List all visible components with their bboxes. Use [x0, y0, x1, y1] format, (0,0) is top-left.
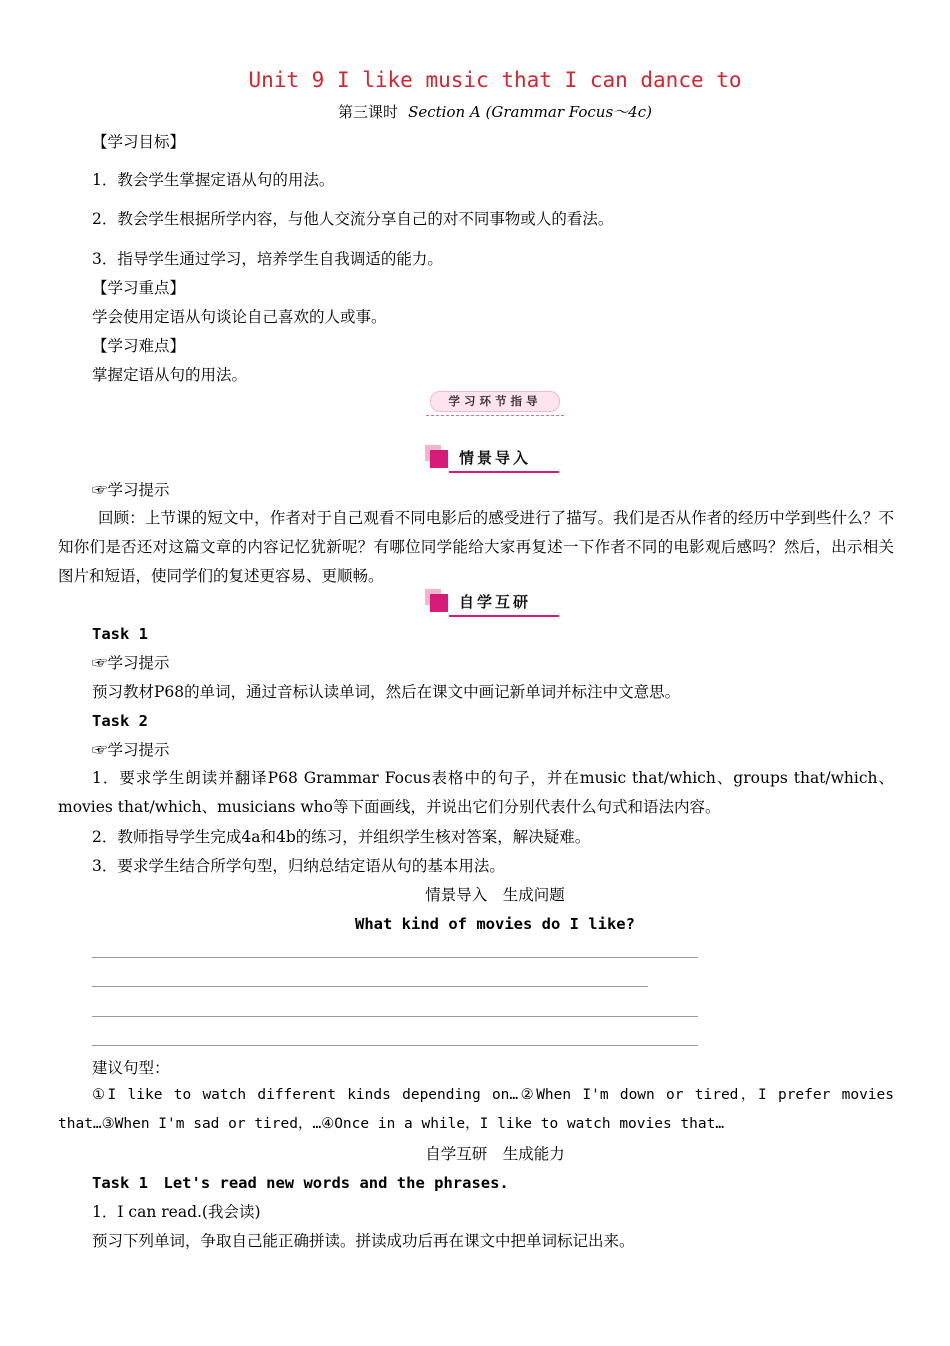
intro-text: 回顾：上节课的短文中，作者对于自己观看不同电影后的感受进行了描写。我们是否从作者的经历中学到些什么？不知你们是否还对这篇文章的内容记忆犹新呢？有哪位同学能给大家再复述一下作者不同的电影观后感吗？然后，出示相关图片和短语，使同学们的复述更容易、更顺畅。	[58, 509, 894, 585]
header-underline	[449, 471, 559, 473]
key-point-text: 学会使用定语从句谈论自己喜欢的人或事。	[92, 308, 387, 326]
header-square-dark	[430, 450, 448, 468]
objective-item-2: 2．教会学生根据所学内容，与他人交流分享自己的对不同事物或人的看法。	[92, 210, 614, 228]
part-intro-heading: 情景导入 生成问题	[425, 886, 565, 904]
part-intro-question: What kind of movies do I like?	[355, 915, 635, 933]
page-title: Unit 9 I like music that I can dance to	[248, 68, 742, 92]
header-square-dark	[430, 594, 448, 612]
objective-item-1: 1．教会学生掌握定语从句的用法。	[92, 171, 335, 189]
answer-line-4[interactable]	[92, 1045, 698, 1046]
key-point-heading: 【学习重点】	[92, 279, 186, 297]
answer-line-1[interactable]	[92, 957, 698, 958]
section-header-intro-label: 情景导入	[459, 449, 532, 467]
intro-tip: ☞学习提示	[92, 481, 170, 499]
answer-line-3[interactable]	[92, 1016, 698, 1017]
task2-item-2: 2．教师指导学生完成4a和4b的练习，并组织学生核对答案，解决疑难。	[92, 828, 591, 846]
task2-item-3: 3．要求学生结合所学句型，归纳总结定语从句的基本用法。	[92, 857, 505, 875]
objectives-heading: 【学习目标】	[92, 133, 186, 151]
guide-banner	[426, 391, 564, 416]
difficulty-heading: 【学习难点】	[92, 337, 186, 355]
section-header-intro	[425, 445, 559, 473]
task2-label: Task 2	[92, 712, 148, 730]
part-study-task: Task 1 Let's read new words and the phrases.	[92, 1174, 509, 1192]
suggest-text: ①I like to watch different kinds depending on…②When I'm down or tired，I prefer movies that…③When I'm sad or tired，…④Once in a while，I like to watch movies that…	[58, 1087, 894, 1132]
task1-tip: ☞学习提示	[92, 654, 170, 672]
task1-text: 预习教材P68的单词，通过音标认读单词，然后在课文中画记新单词并标注中文意思。	[92, 683, 681, 701]
page-subtitle	[0, 101, 950, 122]
lesson-number: 第三课时	[338, 103, 399, 121]
task1-label: Task 1	[92, 625, 148, 643]
header-underline	[449, 615, 559, 617]
difficulty-text: 掌握定语从句的用法。	[92, 366, 248, 384]
part-study-item: 1．I can read.(我会读)	[92, 1203, 261, 1221]
part-study-heading: 自学互研 生成能力	[425, 1145, 565, 1163]
section-header-self-study	[425, 589, 559, 617]
lesson-section: Section A (Grammar Focus～4c)	[408, 103, 652, 121]
answer-line-2[interactable]	[92, 986, 648, 987]
suggest-label: 建议句型：	[92, 1059, 170, 1077]
objective-item-3: 3．指导学生通过学习，培养学生自我调适的能力。	[92, 250, 443, 268]
guide-banner-label: 学习环节指导	[430, 391, 560, 412]
part-study-text: 预习下列单词，争取自己能正确拼读。拼读成功后再在课文中把单词标记出来。	[92, 1232, 635, 1250]
task2-tip: ☞学习提示	[92, 741, 170, 759]
task2-item-1: 1．要求学生朗读并翻译P68 Grammar Focus表格中的句子，并在music that/which、groups that/which、movies that/which、musicians who等下面画线，并说出它们分别代表什么句式和语法内容。	[58, 769, 894, 816]
section-header-self-study-label: 自学互研	[459, 593, 532, 611]
